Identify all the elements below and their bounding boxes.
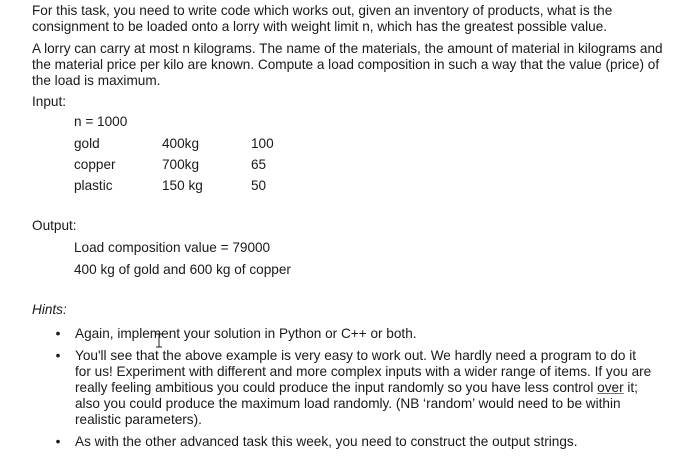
- material-price: 50: [251, 178, 267, 193]
- bullet-icon: •: [55, 434, 61, 449]
- text-cursor-icon: [155, 333, 163, 348]
- hint-text-part: You'll see that the above example is very easy to work out. We hardly need a program to do it for us! Experiment with different and more complex inputs with a wider range of items. If you are really feeling ambitious you could produce the input randomly so you have less control: [75, 348, 652, 395]
- output-label: Output:: [32, 218, 77, 233]
- intro-paragraph: For this task, you need to write code which works out, given an inventory of products, what is the consignment to be loaded onto a lorry with weight limit n, which has the greatest possible value.: [32, 3, 613, 34]
- output-composition-line: 400 kg of gold and 600 kg of copper: [74, 262, 291, 277]
- material-name: plastic: [74, 178, 113, 193]
- hint-text: Again, implement your solution in Python or C++ or both.: [75, 326, 417, 341]
- bullet-icon: •: [55, 348, 61, 363]
- weight-limit: n = 1000: [74, 114, 128, 129]
- material-name: gold: [74, 136, 100, 151]
- material-amount: 150 kg: [162, 178, 203, 193]
- material-amount: 400kg: [162, 136, 200, 151]
- output-value-line: Load composition value = 79000: [74, 240, 271, 255]
- hint-text: As with the other advanced task this week, you need to construct the output strings.: [75, 434, 578, 449]
- material-name: copper: [74, 157, 116, 172]
- hint-text-part: it; also you could produce the maximum load randomly. (NB ‘random’ would need to be within realistic parameters).: [75, 380, 638, 427]
- material-price: 100: [251, 136, 274, 151]
- hint-text: [75, 348, 655, 428]
- input-label: Input:: [32, 94, 67, 109]
- material-amount: 700kg: [162, 157, 200, 172]
- spellcheck-word[interactable]: over: [597, 380, 624, 395]
- bullet-icon: •: [55, 326, 61, 341]
- task-paragraph: A lorry can carry at most n kilograms. The name of the materials, the amount of material in kilograms and the material price per kilo are known. Compute a load composition in such a way that the value (price) of the load is maximum.: [32, 41, 663, 88]
- material-price: 65: [251, 157, 267, 172]
- hints-label: Hints:: [32, 302, 67, 317]
